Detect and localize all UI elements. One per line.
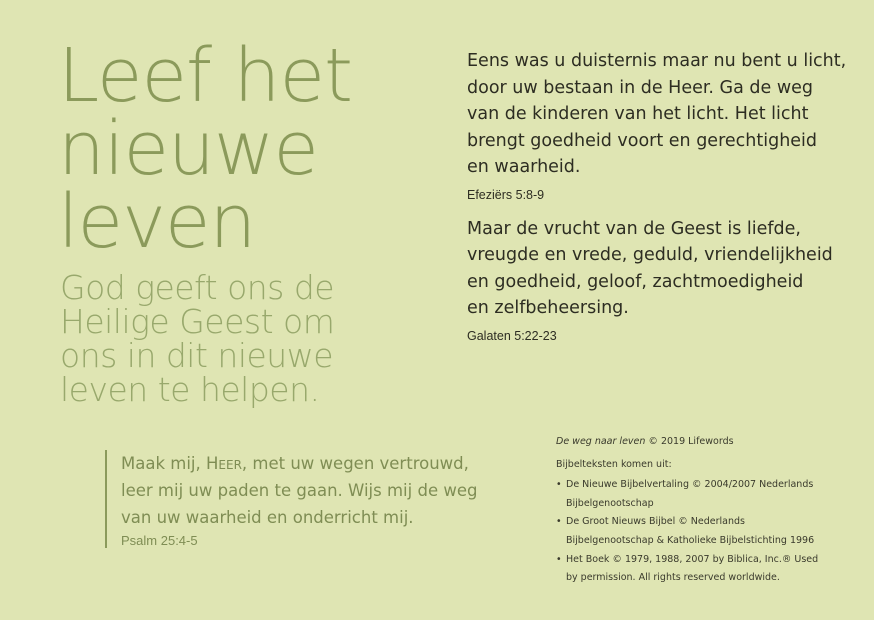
psalm-quote [105,450,521,548]
page-title [58,33,448,265]
quote-line: leer mij uw paden te gaan. Wijs mij de weg [121,481,478,500]
bullet-icon: • [556,516,562,528]
source-line: Het Boek © 1979, 1988, 2007 by Biblica, Inc.® Used [566,553,819,565]
verse-reference: Galaten 5:22-23 [467,328,557,343]
bullet-icon: • [556,479,562,491]
colophon [556,433,856,588]
subtitle-line: God geeft ons de [60,268,335,307]
verse-line: en goedheid, geloof, zachtmoedigheid [467,271,804,292]
subtitle-line: ons in dit nieuwe [60,336,333,375]
quote-text [121,450,521,531]
source-item [556,551,856,588]
source-line: De Groot Nieuws Bijbel © Nederlands [566,516,746,528]
verse-efeziers [467,48,857,181]
subtitle [60,268,450,409]
copyright-line [556,433,856,452]
verse-line: vreugde en vrede, geduld, vriendelijkheid [467,245,833,265]
verse-line: Maar de vrucht van de Geest is liefde, [467,218,801,239]
verse-reference: Efeziërs 5:8-9 [467,187,545,202]
source-item [556,513,856,550]
source-line: Bijbelgenootschap & Katholieke Bijbelstichting 1996 [566,534,815,546]
bullet-icon: • [556,553,562,565]
source-line: by permission. All rights reserved worldwide. [566,572,780,584]
sources-list [556,476,856,588]
verse-line: door uw bestaan in de Heer. Ga de weg [467,77,814,98]
verse-line: brengt goedheid voort en gerechtigheid [467,130,818,151]
source-item [556,476,856,513]
verse-galaten [467,216,857,322]
verse-line: en waarheid. [467,157,581,177]
verse-line: en zelfbeheersing. [467,298,629,318]
quote-reference: Psalm 25:4-5 [121,533,198,548]
book-title: De weg naar leven [556,436,646,447]
sources-intro: Bijbelteksten komen uit: [556,458,672,470]
verse-line: Eens was u duisternis maar nu bent u licht, [467,51,847,71]
lord-smallcaps: Heer [206,454,242,473]
quote-line [121,454,469,473]
bible-verses [467,48,857,357]
source-line: De Nieuwe Bijbelvertaling © 2004/2007 Nederlands [566,479,814,491]
title-line: Leef het [58,33,352,119]
verse-line: van de kinderen van het licht. Het licht [467,104,809,124]
title-line: nieuwe [58,106,318,192]
quote-fragment: , met uw wegen vertrouwd, [241,454,469,473]
subtitle-line: Heilige Geest om [60,302,335,341]
quote-line: van uw waarheid en onderricht mij. [121,508,414,527]
quote-fragment: Maak mij, [121,454,206,473]
title-line: leven [58,179,256,265]
copyright-text: © 2019 Lifewords [645,436,734,447]
source-line: Bijbelgenootschap [566,497,654,509]
subtitle-line: leven te helpen. [60,370,320,409]
